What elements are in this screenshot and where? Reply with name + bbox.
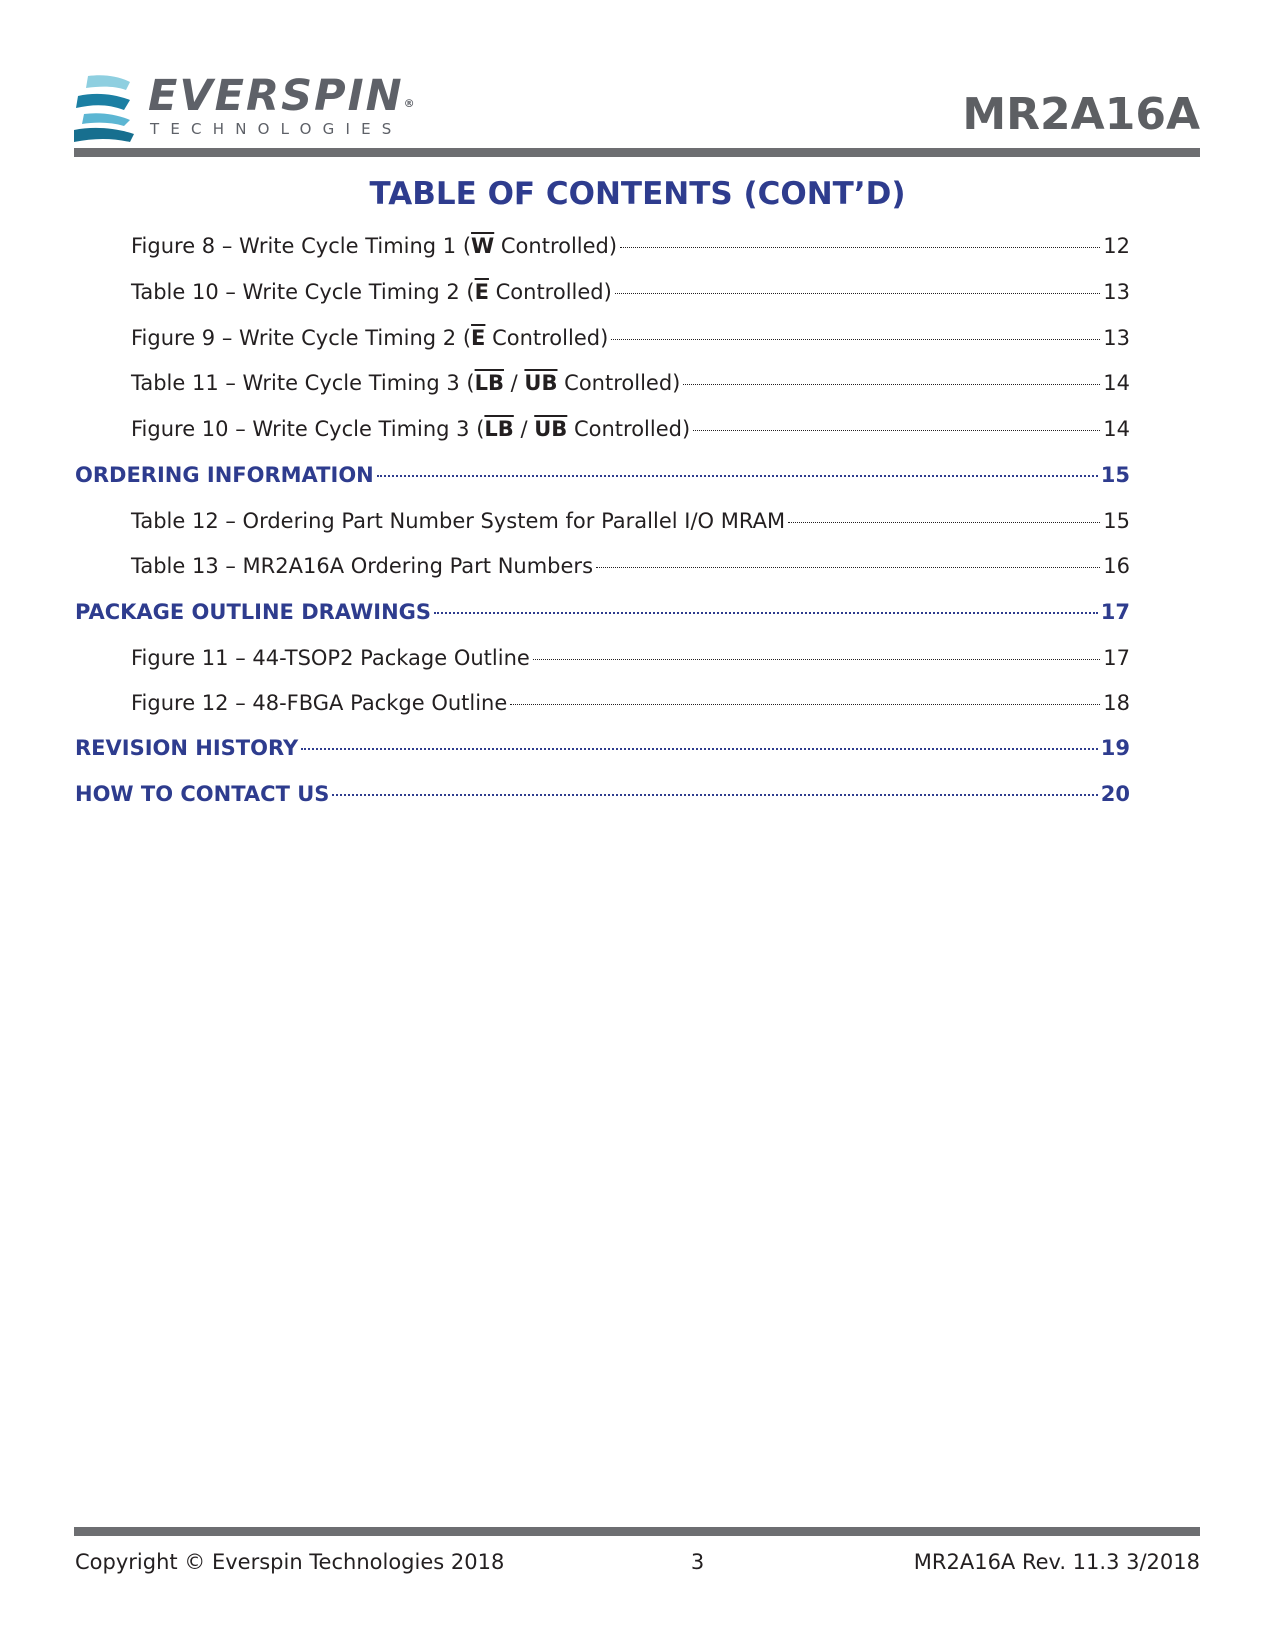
toc-entry-text: Figure 10 – Write Cycle Timing 3 (: [131, 417, 485, 441]
everspin-logo-mark-icon: [74, 74, 136, 144]
brand-name: EVERSPIN®: [148, 71, 417, 121]
toc-section-entry[interactable]: [75, 778, 1130, 810]
toc-subentry[interactable]: [131, 505, 1130, 537]
toc-entry-label: [131, 230, 617, 262]
toc-entry-text: Table 12 – Ordering Part Number System for Parallel I/O MRAM: [131, 509, 786, 533]
toc-entry-label: [131, 550, 593, 582]
toc-entry-text: Table 10 – Write Cycle Timing 2 (: [131, 280, 475, 304]
toc-entry-label: [131, 642, 530, 674]
page-title: TABLE OF CONTENTS (CONT’D): [369, 176, 906, 212]
toc-entry-text: Controlled): [557, 371, 681, 395]
dot-leader: [596, 567, 1100, 568]
page-header: [74, 70, 1200, 158]
toc-subentry[interactable]: [131, 367, 1130, 399]
toc-entry-label: [131, 276, 612, 308]
active-low-signal: $\overline{LB}$: [484, 417, 514, 441]
part-number: MR2A16A: [962, 89, 1200, 140]
toc-entry-text: Controlled): [488, 280, 612, 304]
dot-leader: [788, 522, 1100, 523]
toc-entry-label: [75, 778, 329, 810]
dot-leader: [301, 748, 1098, 750]
header-rule: [74, 148, 1200, 157]
dot-leader: [434, 612, 1098, 614]
toc-section-entry[interactable]: [75, 459, 1130, 491]
dot-leader: [683, 384, 1100, 385]
toc-section-entry[interactable]: [75, 596, 1130, 628]
toc-entry-text: Table 13 – MR2A16A Ordering Part Numbers: [131, 554, 594, 578]
toc-entry-label: [131, 505, 785, 537]
footer-revision: MR2A16A Rev. 11.3 3/2018: [913, 1550, 1200, 1574]
toc-page-number: 12: [1103, 234, 1130, 258]
active-low-signal: $\overline{E}$: [474, 280, 489, 304]
toc-entry-label: [131, 322, 608, 354]
toc-entry-label: [75, 596, 431, 628]
footer-page-number: 3: [690, 1550, 705, 1574]
toc-page-number: 17: [1100, 600, 1130, 624]
toc-entry-text: HOW TO CONTACT US: [75, 782, 330, 806]
toc-entry-text: Controlled): [567, 417, 691, 441]
active-low-signal: $\overline{W}$: [471, 234, 495, 258]
dot-leader: [615, 293, 1100, 294]
toc-entry-text: Figure 8 – Write Cycle Timing 1 (: [131, 234, 472, 258]
dot-leader: [620, 247, 1100, 248]
toc-entry-text: Controlled): [494, 234, 618, 258]
toc-page-number: 19: [1100, 736, 1130, 760]
active-low-signal: $\overline{E}$: [471, 326, 486, 350]
toc-page-number: 17: [1103, 646, 1130, 670]
toc-page-number: 16: [1103, 554, 1130, 578]
toc-page-number: 18: [1103, 691, 1130, 715]
toc-entry-text: Figure 9 – Write Cycle Timing 2 (: [131, 326, 472, 350]
dot-leader: [533, 659, 1100, 660]
dot-leader: [332, 794, 1097, 796]
dot-leader: [510, 704, 1100, 705]
toc-page-number: 13: [1103, 280, 1130, 304]
active-low-signal: $\overline{LB}$: [474, 371, 504, 395]
toc-subentry[interactable]: [131, 230, 1130, 262]
toc-page-number: 15: [1100, 463, 1130, 487]
dot-leader: [693, 430, 1100, 431]
dot-leader: [611, 339, 1100, 340]
toc-subentry[interactable]: [131, 550, 1130, 582]
toc-entry-text: Figure 12 – 48-FBGA Packge Outline: [131, 691, 508, 715]
active-low-signal: $\overline{UB}$: [534, 417, 568, 441]
toc-subentry[interactable]: [131, 276, 1130, 308]
toc-entry-label: [131, 687, 507, 719]
toc-page-number: 13: [1103, 326, 1130, 350]
toc-subentry[interactable]: [131, 322, 1130, 354]
toc-entry-label: [131, 367, 680, 399]
toc-entry-label: [75, 732, 298, 764]
toc-entry-separator: /: [513, 417, 535, 441]
toc-entry-text: PACKAGE OUTLINE DRAWINGS: [75, 600, 432, 624]
dot-leader: [377, 475, 1098, 477]
toc-entry-text: REVISION HISTORY: [75, 736, 299, 760]
toc-subentry[interactable]: [131, 642, 1130, 674]
toc-page-number: 20: [1100, 782, 1130, 806]
toc-page-number: 15: [1103, 509, 1130, 533]
toc-entry-text: Table 11 – Write Cycle Timing 3 (: [131, 371, 475, 395]
toc-entry-label: [131, 413, 690, 445]
toc-entry-separator: /: [503, 371, 525, 395]
footer-copyright: Copyright © Everspin Technologies 2018: [75, 1550, 505, 1574]
toc-subentry[interactable]: [131, 687, 1130, 719]
toc-page-number: 14: [1103, 417, 1130, 441]
everspin-logo: [74, 70, 474, 146]
toc-entry-text: ORDERING INFORMATION: [75, 463, 374, 487]
toc-subentry[interactable]: [131, 413, 1130, 445]
toc-entry-text: Controlled): [485, 326, 609, 350]
toc-entry-text: Figure 11 – 44-TSOP2 Package Outline: [131, 646, 530, 670]
toc-entry-label: [75, 459, 374, 491]
toc-section-entry[interactable]: [75, 732, 1130, 764]
brand-subtitle: TECHNOLOGIES: [150, 120, 403, 138]
active-low-signal: $\overline{UB}$: [524, 371, 558, 395]
footer-rule: [74, 1527, 1200, 1536]
toc-page-number: 14: [1103, 371, 1130, 395]
